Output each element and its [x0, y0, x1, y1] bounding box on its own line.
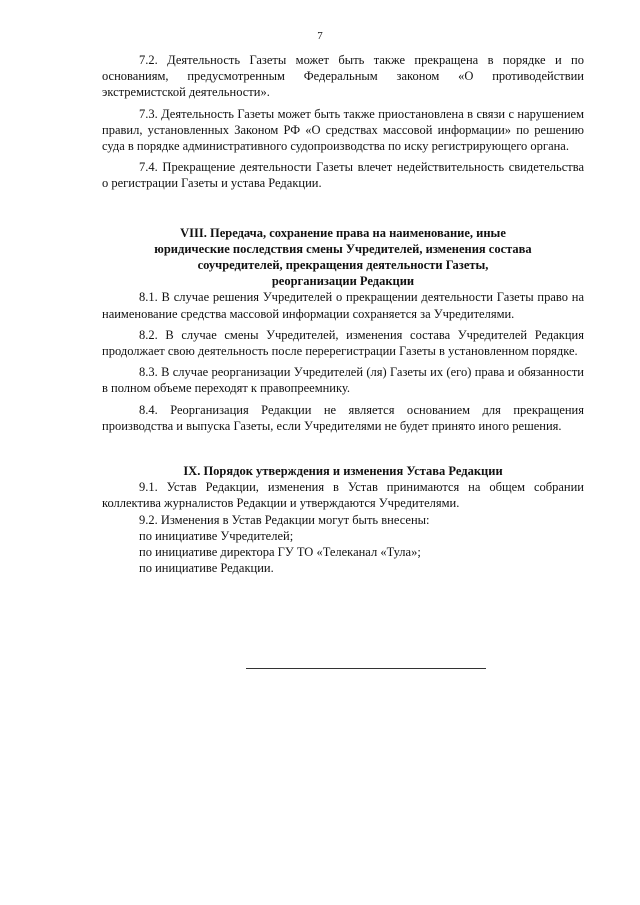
section-8-heading: [102, 225, 584, 290]
list-item: по инициативе директора ГУ ТО «Телеканал «Тула»;: [139, 545, 421, 560]
paragraph-7-2: 7.2. Деятельность Газеты может быть также прекращена в порядке и по основаниям, предусмотренным Федеральным законом «О противодействии экстремистской деятельности».: [102, 53, 584, 100]
section-8-heading-line: юридические последствия смены Учредителей, изменения состава: [154, 241, 532, 256]
page-number: 7: [317, 30, 323, 42]
paragraph-8-2: 8.2. В случае смены Учредителей, изменения состава Учредителей Редакция продолжает свою деятельность после перерегистрации Газеты в установленном порядке.: [102, 327, 584, 359]
paragraph-7-4: 7.4. Прекращение деятельности Газеты влечет недействительность свидетельства о регистрации Газеты и устава Редакции.: [102, 160, 584, 191]
closing-rule: [246, 668, 486, 669]
paragraph-7-3: 7.3. Деятельность Газеты может быть также приостановлена в связи с нарушением правил, установленных Законом РФ «О средствах массовой информации» по решению суда в порядке административного судопроизводства по иску регистрирующего органа.: [102, 106, 584, 154]
paragraph-8-3: 8.3. В случае реорганизации Учредителей (ля) Газеты их (его) права и обязанности в полном объеме переходят к правопреемнику.: [102, 365, 584, 396]
section-8-heading-line: соучредителей, прекращения деятельности Газеты,: [197, 258, 489, 273]
list-item: по инициативе Редакции.: [139, 561, 274, 576]
document-body: [102, 52, 584, 576]
paragraph-8-1: 8.1. В случае решения Учредителей о прекращении деятельности Газеты право на наименование средства массовой информации сохраняется за Учредителями.: [102, 290, 584, 321]
section-9-heading: IX. Порядок утверждения и изменения Устава Редакции: [183, 464, 503, 479]
paragraph-9-2: 9.2. Изменения в Устав Редакции могут быть внесены:: [139, 512, 430, 527]
list-item: по инициативе Учредителей;: [139, 528, 294, 543]
paragraph-9-1: 9.1. Устав Редакции, изменения в Устав принимаются на общем собрании коллектива журналистов Редакции и утверждаются Учредителями.: [102, 480, 584, 511]
paragraph-8-4: 8.4. Реорганизация Редакции не является основанием для прекращения производства и выпуска Газеты, если Учредителями не будет принято иного решения.: [102, 402, 584, 433]
section-8-heading-line: VIII. Передача, сохранение права на наименование, иные: [180, 225, 506, 240]
section-8-heading-line: реорганизации Редакции: [271, 274, 415, 289]
